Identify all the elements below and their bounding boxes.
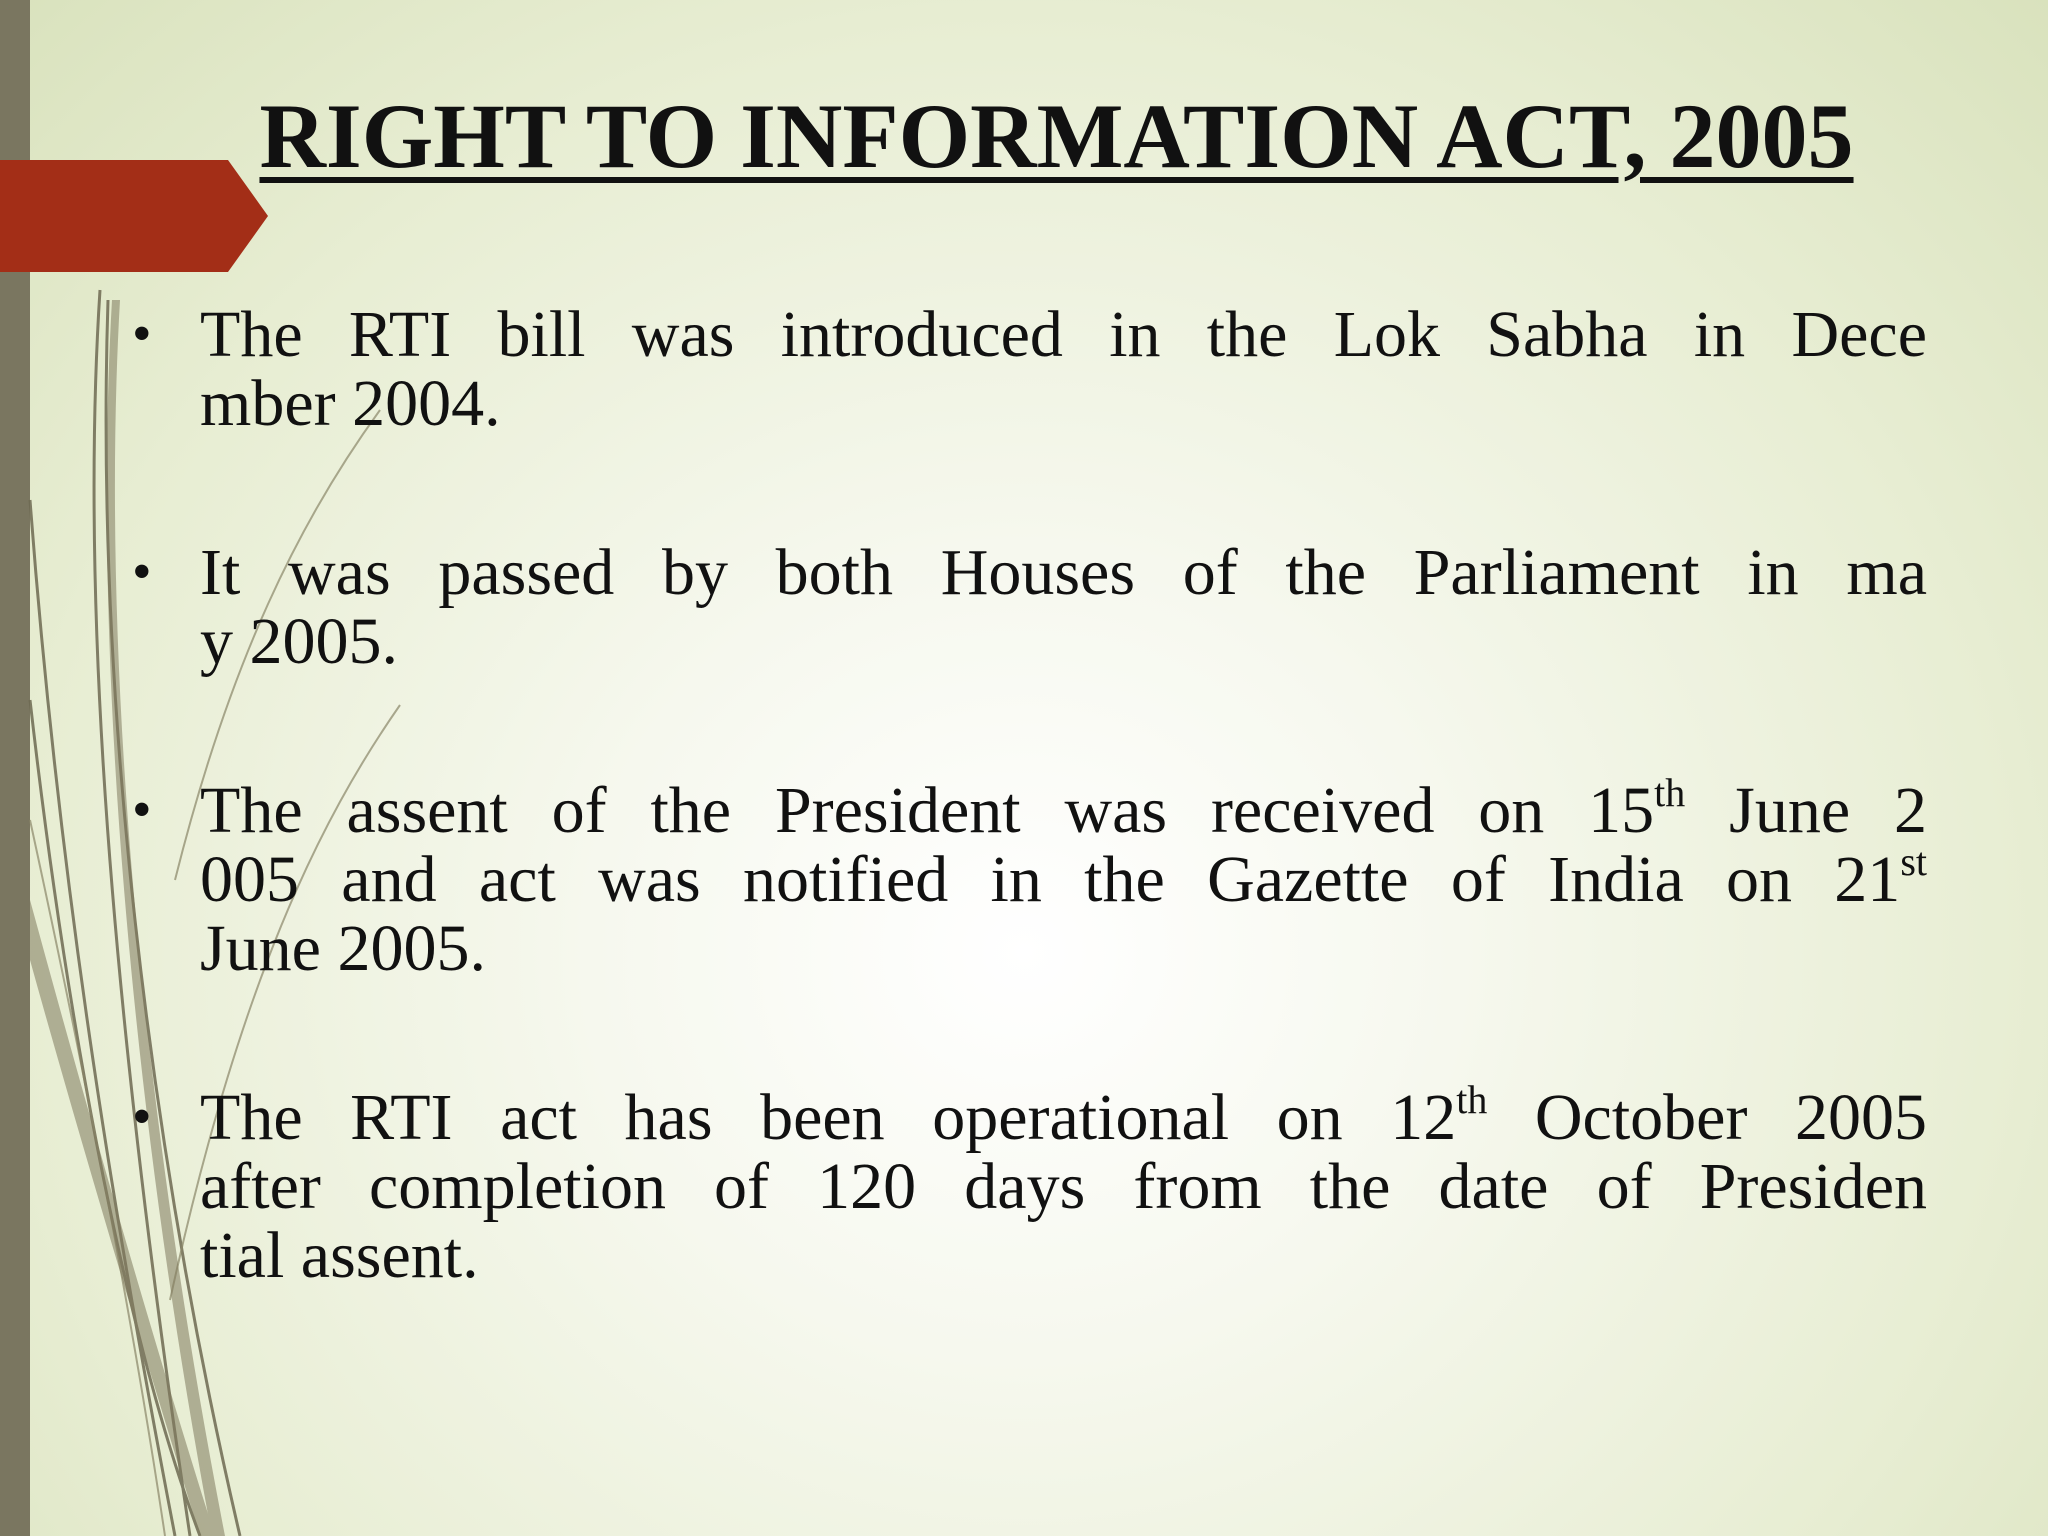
bullet-text-line: y 2005.	[200, 605, 398, 678]
slide-title	[0, 85, 2048, 187]
bullet-dot-icon: •	[132, 779, 152, 841]
bullet-dot-icon: •	[132, 303, 152, 365]
ordinal-suffix: st	[1900, 839, 1927, 884]
bullet-item	[132, 538, 1927, 676]
bullet-dot-icon: •	[132, 541, 152, 603]
bullet-item	[132, 300, 1927, 438]
bullet-text-line: after completion of 120 days from the date of Presiden	[200, 1150, 1927, 1223]
text-segment: 005 and act was notified in the Gazette of India on 21	[200, 843, 1901, 916]
bullet-list	[132, 300, 1927, 1290]
bullet-text-line: It was passed by both Houses of the Parliament in ma	[200, 536, 1927, 609]
bullet-text-line: June 2005.	[200, 912, 486, 985]
bullet-dot-icon: •	[132, 1086, 152, 1148]
bullet-text-line: mber 2004.	[200, 367, 501, 440]
ordinal-suffix: th	[1456, 1077, 1488, 1122]
bullet-text-line	[200, 839, 1927, 916]
bullet-item	[132, 770, 1927, 985]
bullet-text-line	[200, 770, 1927, 847]
text-segment: The RTI act has been operational on 12	[200, 1081, 1457, 1154]
text-segment: The assent of the President was received on 15	[200, 774, 1655, 847]
ordinal-suffix: th	[1654, 770, 1686, 815]
bullet-text-line: The RTI bill was introduced in the Lok Sabha in Dece	[200, 298, 1927, 371]
slide-title-text: RIGHT TO INFORMATION ACT, 2005	[259, 85, 1854, 187]
bullet-text-line	[200, 1077, 1927, 1154]
bullet-item	[132, 1077, 1927, 1292]
bullet-text-line: tial assent.	[200, 1219, 479, 1292]
text-segment: October 2005	[1487, 1081, 1927, 1154]
text-segment: June 2	[1685, 774, 1927, 847]
